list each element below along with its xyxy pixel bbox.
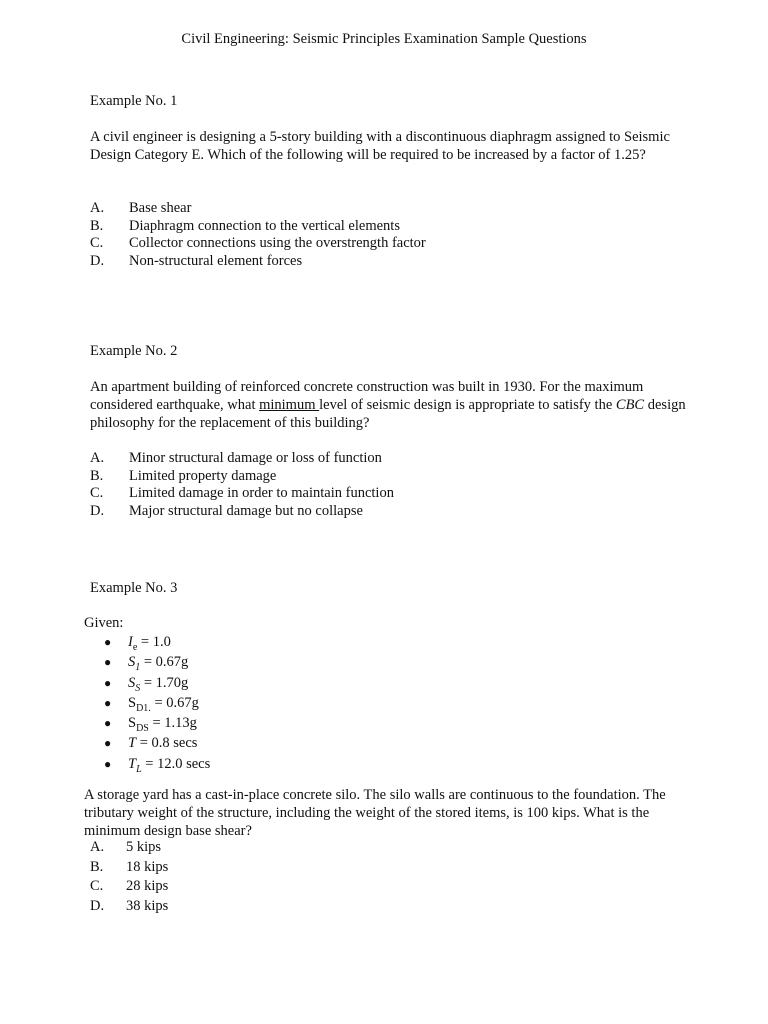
option-letter: A. — [90, 200, 105, 216]
example-2-question — [90, 378, 690, 432]
option-text: Base shear — [129, 200, 192, 216]
option-letter: B. — [90, 217, 104, 234]
example-3-options — [90, 838, 168, 916]
option-c — [90, 877, 168, 897]
subscript: D1. — [136, 702, 151, 714]
option-letter: C. — [90, 485, 104, 502]
question-text: level of seismic design is appropriate to satisfy the — [319, 397, 616, 413]
option-b — [90, 858, 168, 878]
option-text: 38 kips — [126, 897, 169, 914]
given-item-s1 — [104, 652, 210, 672]
example-2-heading: Example No. 2 — [90, 343, 178, 359]
given-item-sds — [104, 713, 210, 733]
option-text: Diaphragm connection to the vertical elements — [129, 217, 400, 234]
question-text: An apartment building of reinforced concrete construction was built in 1930. For the maximum considered earthquake, what — [90, 379, 644, 413]
bullet-icon: ● — [104, 736, 112, 751]
option-letter: A. — [90, 839, 105, 855]
value: = 1.13g — [148, 715, 197, 732]
underlined-word: minimum — [259, 397, 320, 413]
value: = 1.70g — [140, 674, 189, 691]
option-c — [90, 235, 426, 253]
given-item-sd1 — [104, 693, 210, 713]
example-1-options — [90, 200, 426, 271]
option-a — [90, 838, 168, 858]
question-text: design philosophy for the replacement of this building? — [90, 397, 686, 431]
bullet-icon: ● — [104, 635, 112, 649]
option-letter: D. — [90, 253, 105, 270]
option-text: Minor structural damage or loss of function — [129, 450, 382, 466]
symbol: I — [128, 634, 133, 650]
option-text: Collector connections using the overstrength factor — [129, 235, 426, 252]
option-letter: C. — [90, 235, 104, 252]
option-d — [90, 897, 168, 917]
bullet-icon: ● — [104, 655, 112, 670]
subscript: e — [132, 641, 138, 653]
page-title: Civil Engineering: Seismic Principles Examination Sample Questions — [181, 31, 587, 47]
value: = 0.67g — [140, 654, 189, 671]
subscript: L — [136, 763, 142, 775]
given-item-ss — [104, 673, 210, 693]
option-letter: D. — [90, 897, 105, 914]
given-item-ie — [104, 632, 210, 652]
symbol: S — [128, 674, 136, 691]
option-b — [90, 218, 426, 236]
given-item-tl — [104, 754, 210, 774]
option-text: Limited damage in order to maintain function — [129, 485, 394, 502]
symbol: T — [128, 735, 137, 752]
given-item-t — [104, 733, 210, 753]
option-a — [90, 450, 394, 468]
option-text: 5 kips — [126, 839, 162, 855]
option-letter: A. — [90, 450, 105, 466]
option-d — [90, 253, 426, 271]
symbol: T — [128, 755, 137, 772]
value: = 12.0 secs — [141, 755, 211, 772]
example-1-heading: Example No. 1 — [90, 93, 178, 109]
italic-code-name: CBC — [615, 397, 645, 413]
value: = 1.0 — [137, 634, 171, 650]
option-text: Non-structural element forces — [129, 253, 303, 270]
bullet-icon: ● — [104, 675, 112, 690]
option-text: Major structural damage but no collapse — [129, 503, 363, 520]
subscript: S — [135, 682, 141, 694]
given-label: Given: — [84, 615, 124, 631]
bullet-icon: ● — [104, 756, 112, 771]
option-d — [90, 503, 394, 521]
option-text: 28 kips — [126, 878, 169, 894]
option-letter: B. — [90, 467, 104, 484]
symbol: S — [128, 654, 136, 671]
option-letter: C. — [90, 878, 104, 894]
subscript: 1 — [135, 662, 141, 674]
example-3-heading: Example No. 3 — [90, 580, 178, 596]
value: = 0.67g — [150, 694, 199, 711]
subscript: DS — [136, 723, 149, 735]
bullet-icon: ● — [104, 695, 112, 710]
option-b — [90, 468, 394, 486]
bullet-icon: ● — [104, 716, 112, 731]
option-a — [90, 200, 426, 218]
option-text: Limited property damage — [129, 467, 277, 484]
given-list — [104, 632, 210, 774]
option-c — [90, 485, 394, 503]
symbol: S — [128, 715, 137, 732]
option-letter: D. — [90, 503, 105, 520]
example-3-question: A storage yard has a cast-in-place concrete silo. The silo walls are continuous to the foundation. The tributary weight of the structure, including the weight of the stored items, is 100 kips. What is the minimum design base shear? — [84, 787, 666, 839]
option-letter: B. — [90, 858, 104, 875]
symbol: S — [128, 694, 137, 711]
option-text: 18 kips — [126, 858, 169, 875]
example-1-question: A civil engineer is designing a 5-story building with a discontinuous diaphragm assigned to Seismic Design Category E. Which of the following will be required to be increased by a factor of 1.25? — [90, 129, 670, 163]
value: = 0.8 secs — [136, 735, 198, 752]
example-2-options — [90, 450, 394, 521]
